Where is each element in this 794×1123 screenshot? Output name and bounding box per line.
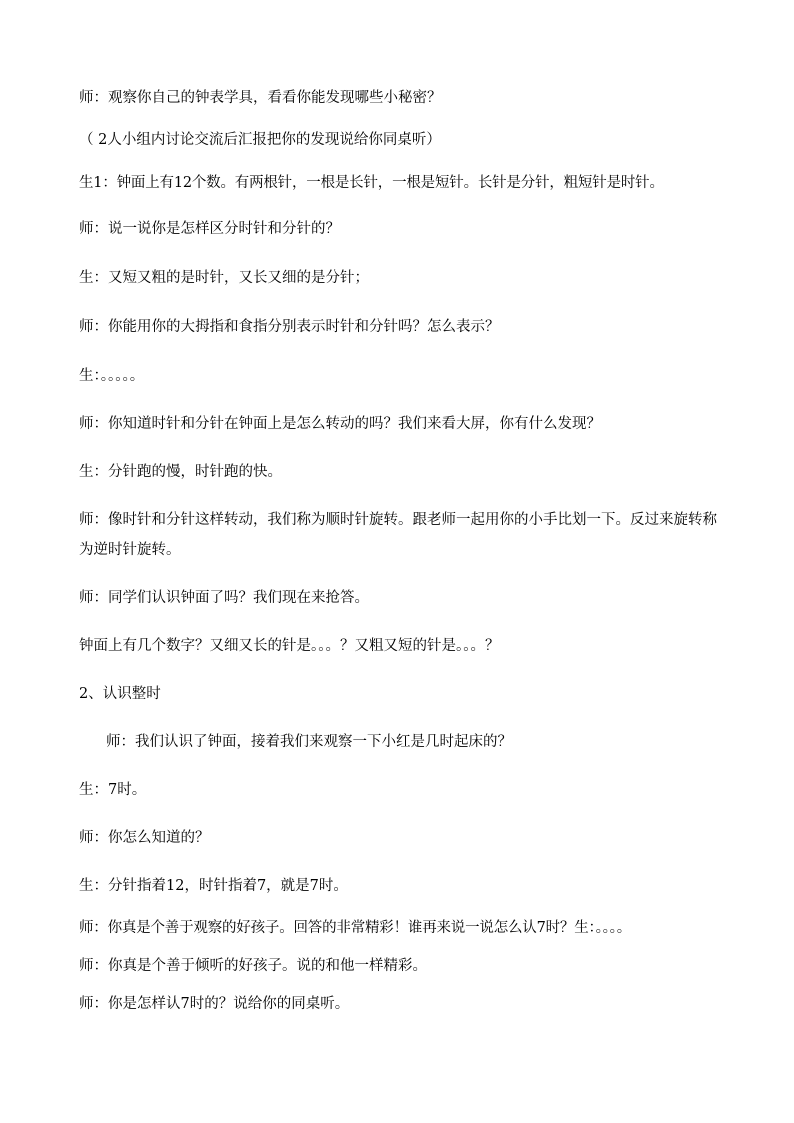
paragraph-2: （ 2人小组内讨论交流后汇报把你的发现说给你同桌听） — [79, 132, 441, 148]
paragraph-6: 师：你能用你的大拇指和食指分别表示时针和分针吗？怎么表示？ — [79, 319, 500, 335]
paragraph-18: 师：你真是个善于倾听的好孩子。说的和他一样精彩。 — [79, 958, 427, 974]
paragraph-8: 师：你知道时针和分针在钟面上是怎么转动的吗？我们来看大屏，你有什么发现？ — [79, 416, 601, 432]
paragraph-9: 生：分针跑的慢，时针跑的快。 — [79, 464, 282, 480]
paragraph-7: 生：。。。。。 — [79, 368, 145, 384]
paragraph-1: 师：观察你自己的钟表学具，看看你能发现哪些小秘密？ — [79, 90, 442, 106]
paragraph-5: 生：又短又粗的是时针，又长又细的是分针； — [79, 270, 369, 286]
paragraph-15: 师：你怎么知道的？ — [79, 830, 210, 846]
paragraph-4: 师：说一说你是怎样区分时针和分针的？ — [79, 221, 340, 237]
paragraph-11: 师：同学们认识钟面了吗？我们现在来抢答。 — [79, 590, 369, 606]
paragraph-16: 生：分针指着12，时针指着7，就是7时。 — [79, 878, 348, 894]
paragraph-3: 生1：钟面上有12个数。有两根针，一根是长针，一根是短针。长针是分针，粗短针是时针。 — [79, 175, 664, 191]
paragraph-13: 师：我们认识了钟面，接着我们来观察一下小红是几时起床的？ — [106, 734, 512, 750]
paragraph-10: 师：像时针和分针这样转动，我们称为顺时针旋转。跟老师一起用你的小手比划一下。反过来旋转称为逆时针旋转。 — [79, 512, 717, 558]
paragraph-17: 师：你真是个善于观察的好孩子。回答的非常精彩！谁再来说一说怎么认7时？生：。。。。 — [79, 920, 632, 936]
section-heading: 2、认识整时 — [79, 686, 161, 702]
paragraph-12: 钟面上有几个数字？又细又长的针是。。。？又粗又短的针是。。。？ — [79, 638, 500, 654]
paragraph-14: 生：7时。 — [79, 782, 147, 798]
paragraph-19: 师：你是怎样认7时的？说给你的同桌听。 — [79, 996, 350, 1012]
